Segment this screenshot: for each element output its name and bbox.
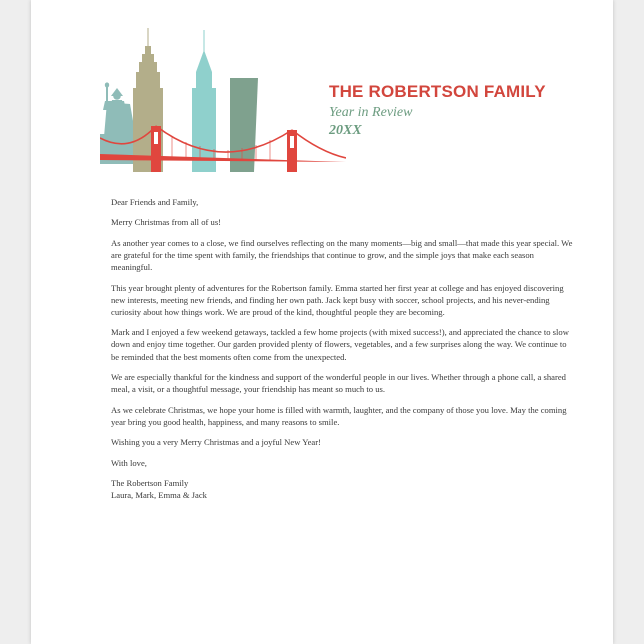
paragraph: Wishing you a very Merry Christmas and a joyful New Year! — [111, 437, 321, 448]
letter-subtitle: Year in Review — [329, 105, 413, 120]
signature-names: Laura, Mark, Emma & Jack — [111, 490, 207, 501]
family-title: THE ROBERTSON FAMILY — [329, 82, 546, 101]
paragraph: As we celebrate Christmas, we hope your home is filled with warmth, laughter, and the company of those you love. May the coming year bring you good health, happiness, and many reasons to smile. — [111, 404, 567, 427]
paragraph: Merry Christmas from all of us! — [111, 217, 222, 228]
nyc-skyline-illustration — [100, 26, 346, 176]
paragraph: This year brought plenty of adventures for the Robertson family. Emma started her first year at college and has enjoyed discovering new interests, meeting new friends, and finding her own path. Jack kept busy with soccer, school projects, and his never-ending curiosity about how things work. We are proud of the kind, thoughtful people they are becoming. — [111, 282, 564, 317]
letter-year: 20XX — [329, 123, 362, 138]
letter-body — [111, 196, 576, 501]
skyscraper-icon — [230, 78, 258, 172]
paragraph: As another year comes to a close, we find ourselves reflecting on the many moments—big and small—that made this year special. We are grateful for the time spent with family, the friendships that continue to grow, and the simple joys that make each season meaningful. — [111, 237, 573, 273]
greeting: Dear Friends and Family, — [111, 197, 199, 207]
letter-page — [31, 0, 613, 644]
paragraph: We are especially thankful for the kindness and support of the wonderful people in our lives. Whether through a phone call, a shared meal, a visit, or a thoughtful message, your friendship has meant so much to us. — [111, 371, 566, 395]
signature-line: The Robertson Family — [111, 478, 189, 489]
paragraph: Mark and I enjoyed a few weekend getaways, tackled a few home projects (with mixed success!), and appreciated the chance to slow down and enjoy time together. Our garden provided plenty of flowers, vegetables, and a few surprises along the way. We continue to be reminded that the best moments often come from the unexpected. — [111, 327, 569, 362]
closing: With love, — [111, 457, 147, 468]
